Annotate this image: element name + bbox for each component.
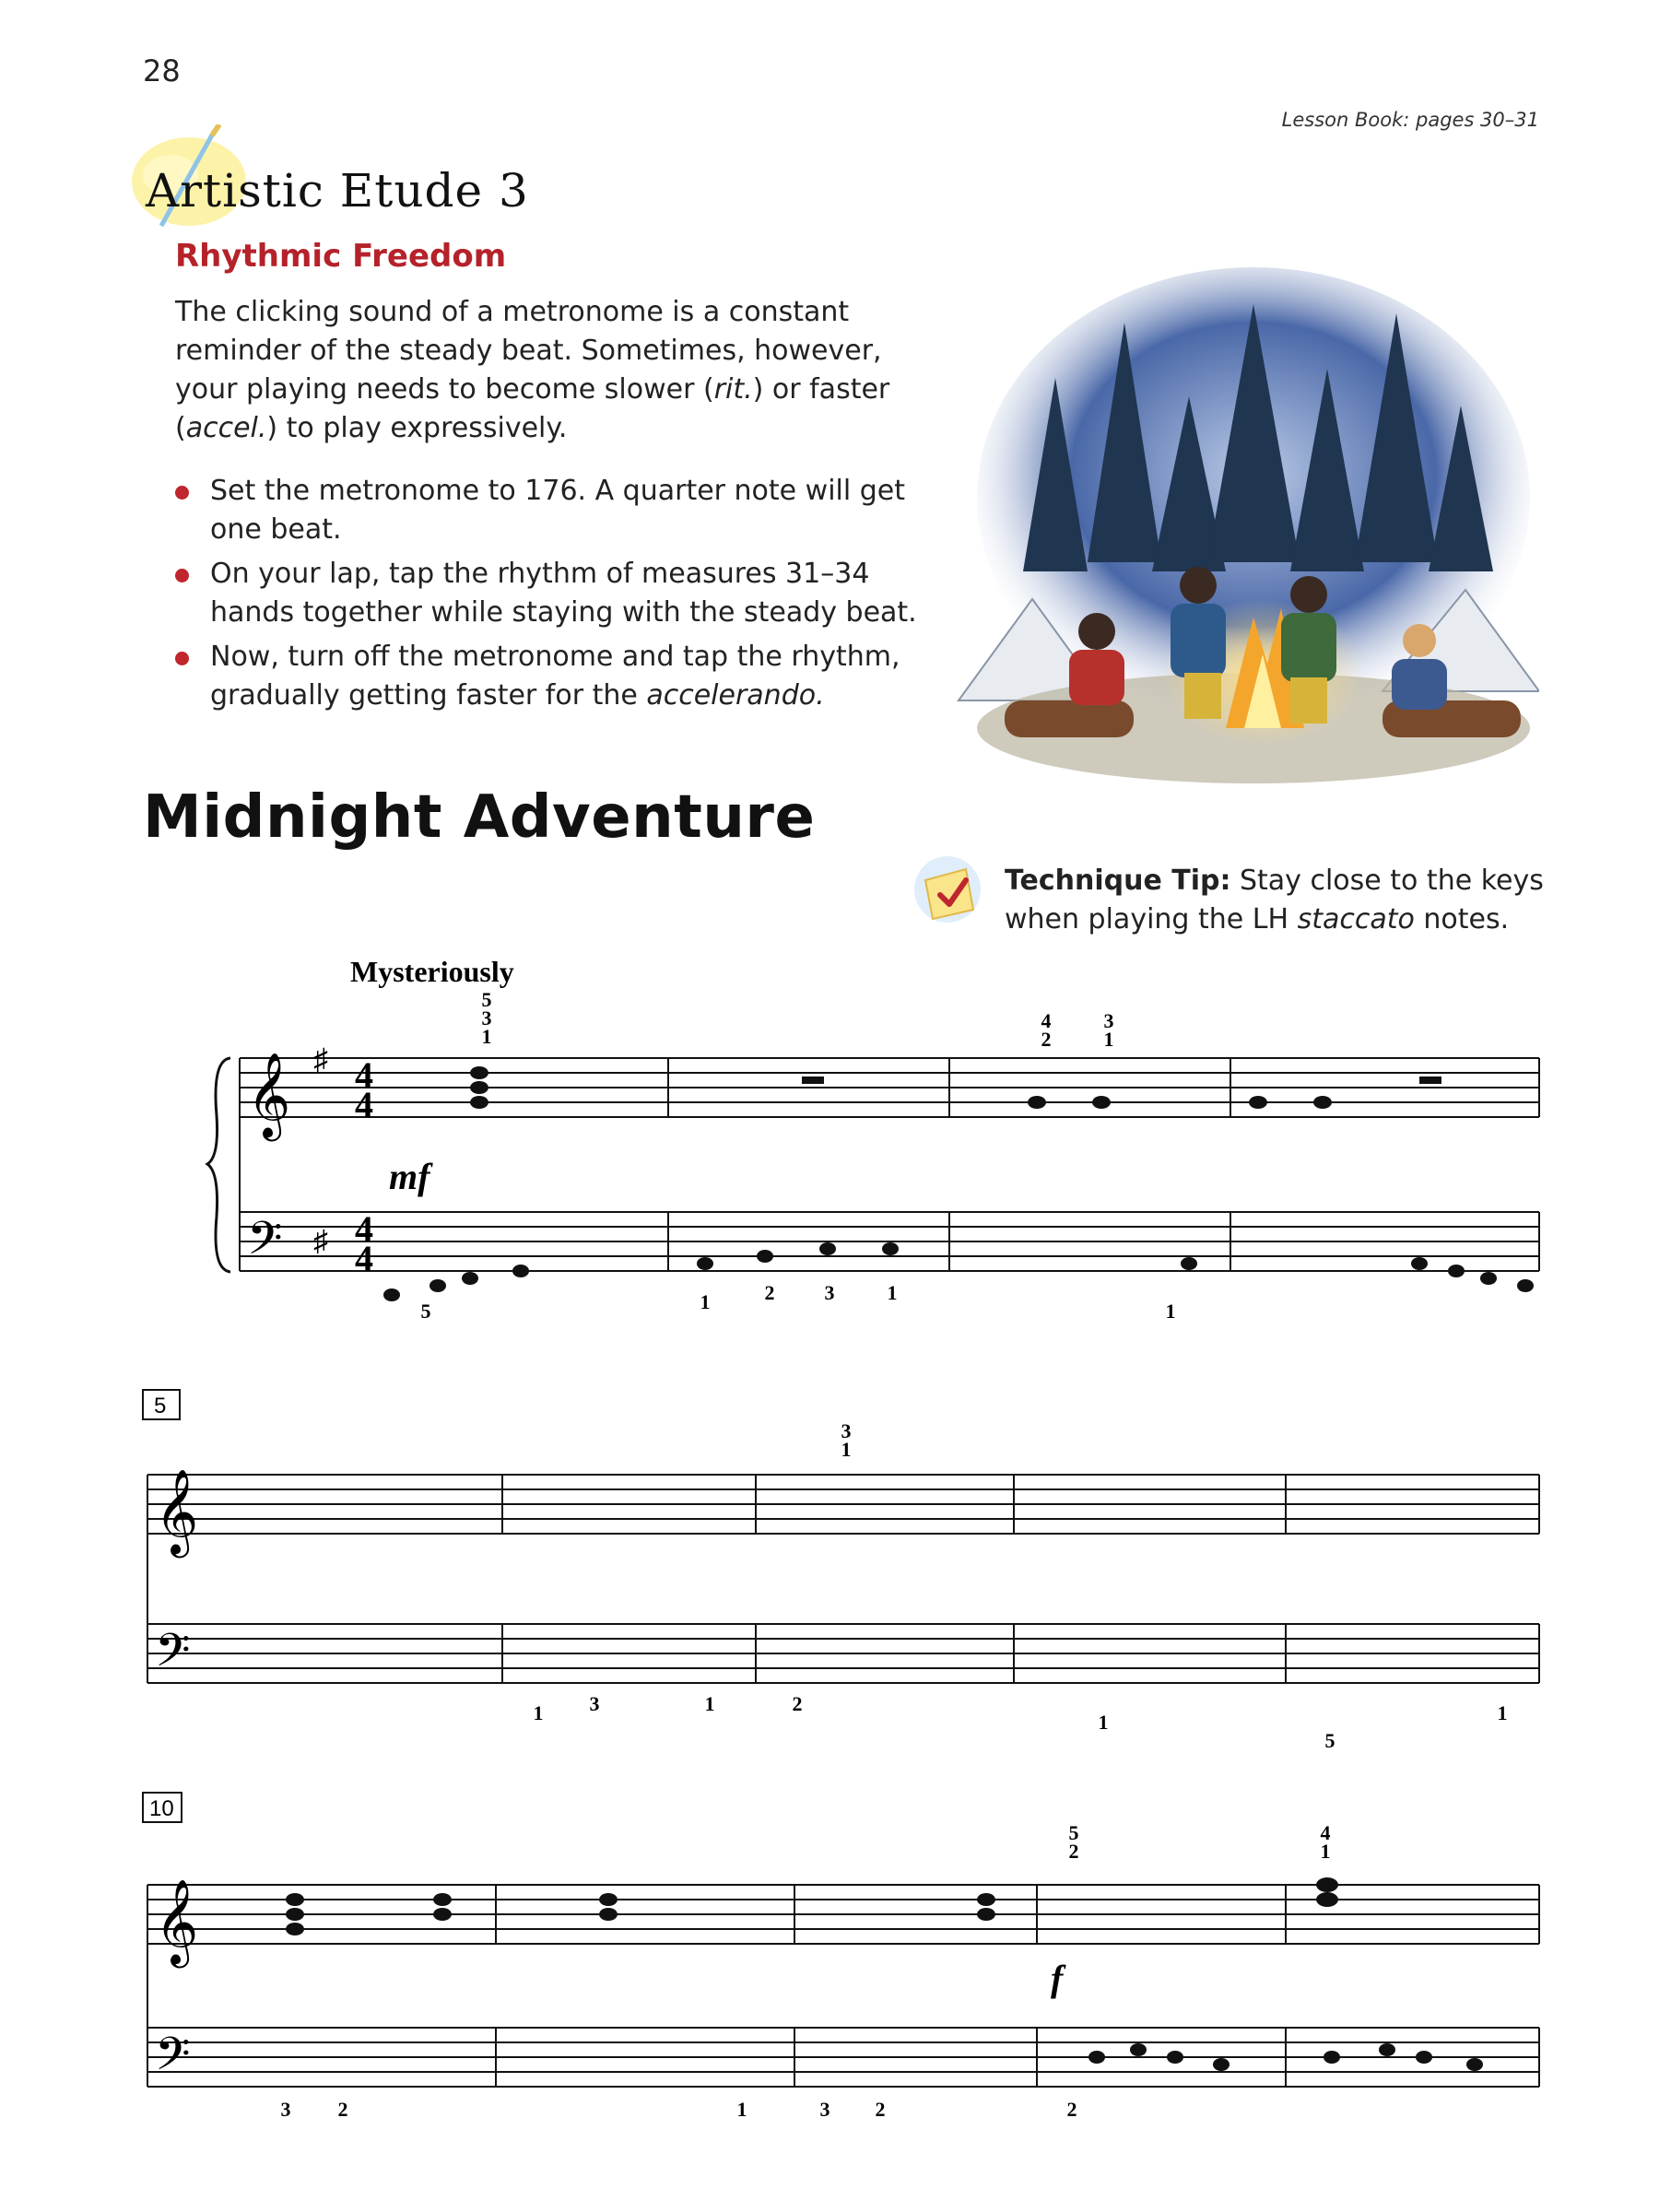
- bullet-italic: accelerando.: [646, 679, 825, 712]
- fingering: 1: [704, 1692, 715, 1715]
- instruction-list: [175, 472, 931, 721]
- list-item: [175, 555, 931, 632]
- etude-subtitle: Rhythmic Freedom: [175, 238, 507, 275]
- list-item: [175, 638, 931, 715]
- key-signature: ♯: [313, 1224, 328, 1257]
- list-item: [175, 472, 931, 549]
- dynamic-marking: mf: [389, 1156, 430, 1197]
- measure-number: 10: [149, 1796, 174, 1821]
- bullet-icon: [175, 486, 189, 500]
- fingering: 3: [481, 1006, 492, 1030]
- tip-text-1: Stay close to the keys when playing the LH: [1005, 865, 1544, 935]
- bass-clef-icon: 𝄢: [247, 1214, 283, 1275]
- tempo-marking: Mysteriously: [350, 955, 514, 988]
- treble-clef-icon: 𝄞: [155, 1472, 199, 1553]
- fingering: 5: [1324, 1729, 1335, 1752]
- dynamic-marking: f: [1051, 1958, 1064, 1999]
- checkmark-icon: [912, 853, 988, 926]
- fingering: 1: [841, 1438, 852, 1461]
- intro-accel: accel.: [185, 412, 267, 444]
- fingering: 5: [1068, 1821, 1079, 1844]
- fingering: 3: [589, 1692, 600, 1715]
- time-signature-top: 4: [355, 1208, 373, 1250]
- tip-label: Technique Tip:: [1005, 865, 1231, 897]
- bullet-icon: [175, 569, 189, 582]
- fingering: 3: [280, 2098, 291, 2121]
- fingering: 1: [533, 1701, 544, 1724]
- bullet-text: Now, turn off the metronome and tap the rhythm, gradually getting faster for the: [210, 641, 900, 712]
- fingering: 1: [1497, 1701, 1508, 1724]
- etude-title: Artistic Etude 3: [146, 164, 529, 218]
- intro-rit: rit.: [713, 373, 753, 406]
- piece-title: Midnight Adventure: [143, 783, 816, 852]
- technique-tip: [1005, 862, 1558, 939]
- time-signature-bottom: 4: [355, 1084, 373, 1125]
- fingering: 2: [1068, 1840, 1079, 1863]
- treble-clef-icon: 𝄞: [247, 1055, 291, 1136]
- intro-text-3: ) to play expressively.: [266, 412, 568, 444]
- intro-text-2: ) or faster (: [175, 373, 890, 444]
- fingering: 2: [792, 1692, 803, 1715]
- fingering: 1: [1165, 1300, 1176, 1323]
- fingering: 2: [1041, 1028, 1052, 1051]
- bullet-text: On your lap, tap the rhythm of measures 31–34 hands together while staying with the steady beat.: [210, 558, 917, 629]
- fingering: 5: [481, 988, 492, 1011]
- fingering: 1: [700, 1290, 711, 1313]
- key-signature: ♯: [313, 1042, 328, 1076]
- fingering: 1: [887, 1281, 898, 1304]
- fingering: 1: [1320, 1840, 1331, 1863]
- fingering: 3: [1103, 1009, 1114, 1032]
- fingering: 1: [1098, 1711, 1109, 1734]
- fingering: 2: [337, 2098, 348, 2121]
- bullet-icon: [175, 652, 189, 665]
- bullet-text: Set the metronome to 176. A quarter note will get one beat.: [210, 475, 905, 546]
- bass-clef-icon: 𝄢: [155, 2030, 191, 2090]
- time-signature-bottom: 4: [355, 1238, 373, 1279]
- tip-italic: staccato: [1297, 903, 1415, 935]
- lesson-reference: Lesson Book: pages 30–31: [1281, 109, 1539, 131]
- campfire-illustration: [949, 267, 1539, 793]
- fingering: 3: [819, 2098, 830, 2121]
- intro-paragraph: [175, 293, 931, 448]
- time-signature-top: 4: [355, 1054, 373, 1096]
- fingering: 1: [1103, 1028, 1114, 1051]
- measure-number: 5: [154, 1394, 167, 1418]
- fingering: 2: [764, 1281, 775, 1304]
- fingering: 1: [736, 2098, 747, 2121]
- page-number: 28: [143, 53, 181, 88]
- fingering: 1: [481, 1025, 492, 1048]
- tip-text-2: notes.: [1414, 903, 1510, 935]
- fingering: 4: [1320, 1821, 1331, 1844]
- fingering: 3: [824, 1281, 835, 1304]
- fingering: 4: [1041, 1009, 1052, 1032]
- fingering: 5: [420, 1300, 431, 1323]
- bass-clef-icon: 𝄢: [155, 1626, 191, 1687]
- fingering: 3: [841, 1419, 852, 1442]
- intro-text-1: The clicking sound of a metronome is a constant reminder of the steady beat. Sometimes, however, your playing needs to become slower (: [175, 296, 882, 406]
- fingering: 2: [875, 2098, 886, 2121]
- treble-clef-icon: 𝄞: [155, 1882, 199, 1963]
- fingering: 2: [1066, 2098, 1077, 2121]
- music-score: [0, 949, 1659, 2129]
